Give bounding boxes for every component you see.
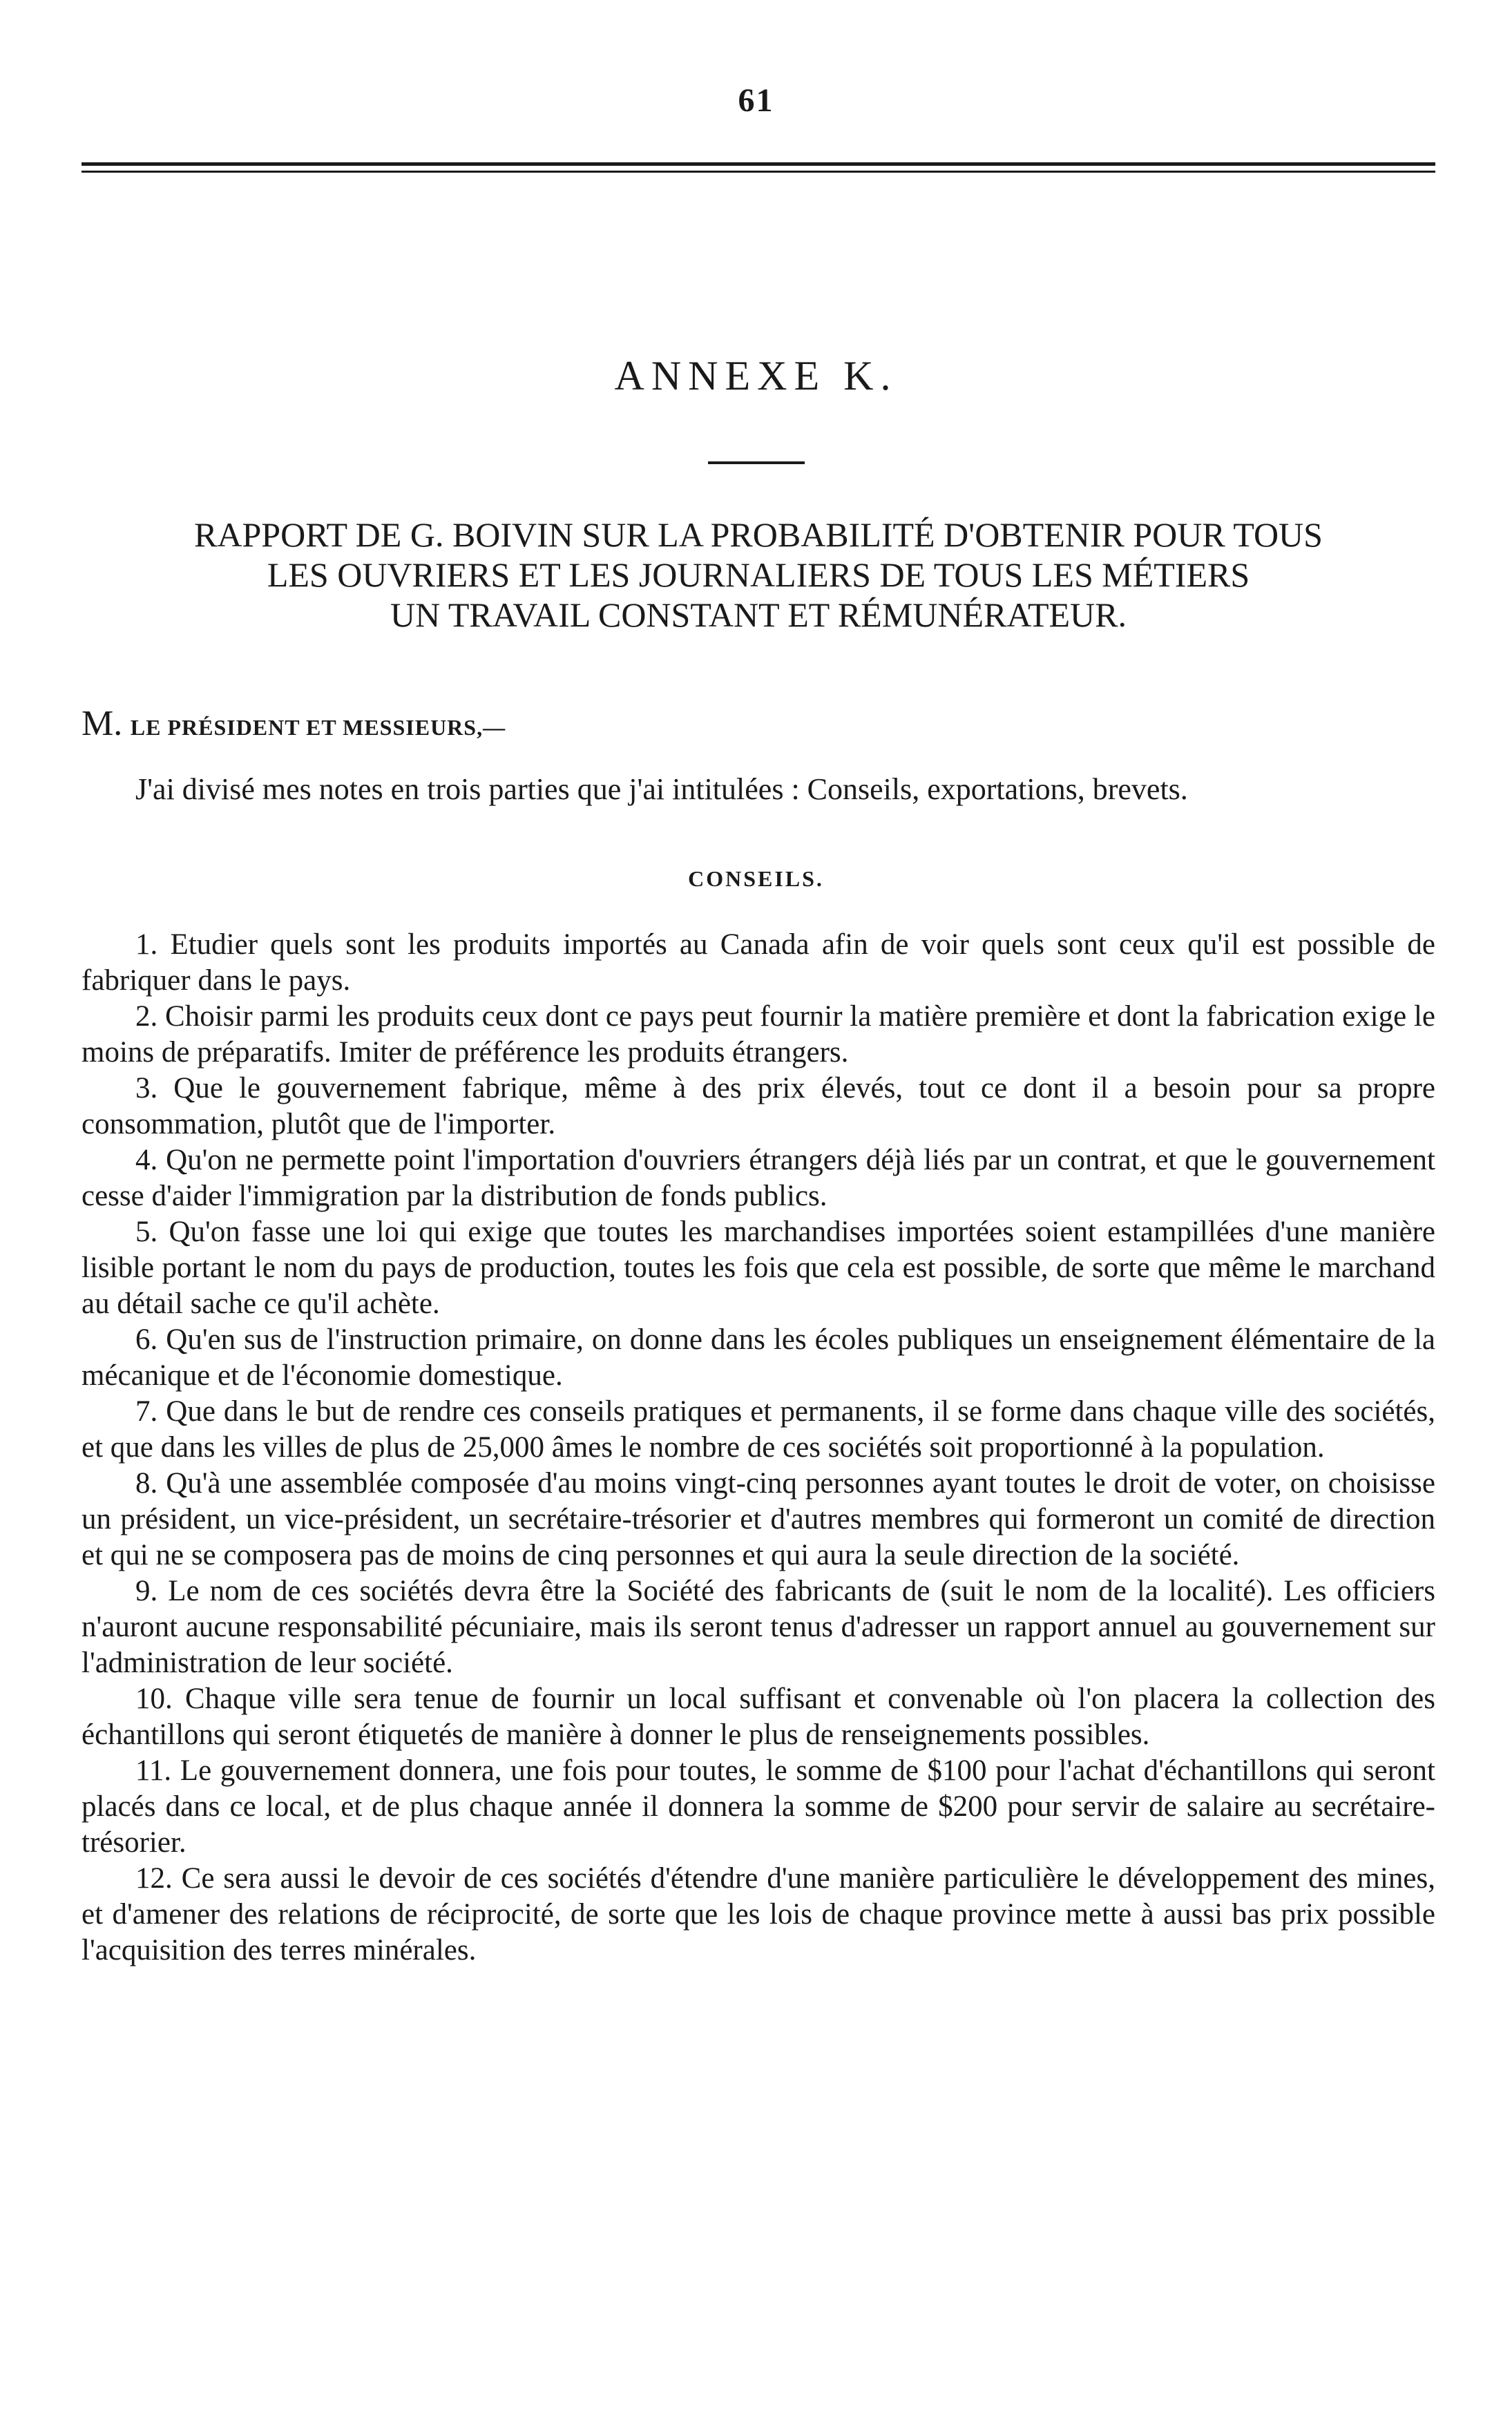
advice-item: 11. Le gouvernement donnera, une fois pour toutes, le somme de $100 pour l'achat d'échantillons qui seront placés dans ce local, et de plus chaque année il donnera la somme de $200 pour servir de salaire au secrétaire-trésorier. [82, 1754, 1435, 1859]
title-divider [708, 461, 805, 464]
advice-item: 4. Qu'on ne permette point l'importation d'ouvriers étrangers déjà liés par un contrat, et que le gouvernement cesse d'aider l'immigration par la distribution de fonds publics. [82, 1144, 1435, 1212]
advice-item: 2. Choisir parmi les produits ceux dont ce pays peut fournir la matière première et dont la fabrication exige le moins de préparatifs. Imiter de préférence les produits étrangers. [82, 1000, 1435, 1069]
salutation-initial: M. [82, 704, 123, 743]
salutation [82, 703, 506, 744]
report-title-line: UN TRAVAIL CONSTANT ET RÉMUNÉRATEUR. [390, 595, 1127, 634]
advice-list [82, 927, 1435, 1969]
advice-item: 7. Que dans le but de rendre ces conseils pratiques et permanents, il se forme dans chaque ville des sociétés, et que dans les villes de plus de 25,000 âmes le nombre de ces sociétés soit proportionné à la population. [82, 1395, 1435, 1464]
report-title [82, 515, 1435, 635]
advice-item: 12. Ce sera aussi le devoir de ces sociétés d'étendre d'une manière particulière le développement des mines, et d'amener des relations de réciprocité, de sorte que les lois de chaque province mette à aussi bas prix possible l'acquisition des terres minérales. [82, 1862, 1435, 1966]
intro-paragraph: J'ai divisé mes notes en trois parties que j'ai intitulées : Conseils, exportations, brevets. [135, 772, 1188, 806]
advice-item: 6. Qu'en sus de l'instruction primaire, on donne dans les écoles publiques un enseignement élémentaire de la mécanique et de l'économie domestique. [82, 1323, 1435, 1392]
page-number: 61 [738, 82, 774, 119]
annex-title: ANNEXE K. [614, 353, 898, 399]
advice-item: 3. Que le gouvernement fabrique, même à des prix élevés, tout ce dont il a besoin pour sa propre consommation, plutôt que de l'importer. [82, 1072, 1435, 1140]
advice-item: 9. Le nom de ces sociétés devra être la Société des fabricants de (suit le nom de la localité). Les officiers n'auront aucune responsabilité pécuniaire, mais ils seront tenus d'adresser un rapport annuel au gouvernement sur l'administration de leur société. [82, 1575, 1435, 1679]
report-title-line: RAPPORT DE G. BOIVIN SUR LA PROBABILITÉ D'OBTENIR POUR TOUS [194, 515, 1323, 554]
advice-item: 1. Etudier quels sont les produits importés au Canada afin de voir quels sont ceux qu'il est possible de fabriquer dans le pays. [82, 928, 1435, 997]
salutation-text: LE PRÉSIDENT ET MESSIEURS,— [130, 715, 506, 740]
advice-item: 5. Qu'on fasse une loi qui exige que toutes les marchandises importées soient estampillées d'une manière lisible portant le nom du pays de production, toutes les fois que cela est possible, de sorte que même le marchand au détail sache ce qu'il achète. [82, 1216, 1435, 1320]
header-double-rule [82, 162, 1435, 175]
report-title-line: LES OUVRIERS ET LES JOURNALIERS DE TOUS LES MÉTIERS [267, 555, 1250, 594]
section-heading: CONSEILS. [688, 866, 824, 891]
advice-item: 8. Qu'à une assemblée composée d'au moins vingt-cinq personnes ayant toutes le droit de voter, on choisisse un président, un vice-président, un secrétaire-trésorier et d'autres membres qui formeront un comité de direction et qui ne se composera pas de moins de cinq personnes et qui aura la seule direction de la société. [82, 1467, 1435, 1571]
advice-item: 10. Chaque ville sera tenue de fournir un local suffisant et convenable où l'on placera la collection des échantillons qui seront étiquetés de manière à donner le plus de renseignements possibles. [82, 1683, 1435, 1751]
